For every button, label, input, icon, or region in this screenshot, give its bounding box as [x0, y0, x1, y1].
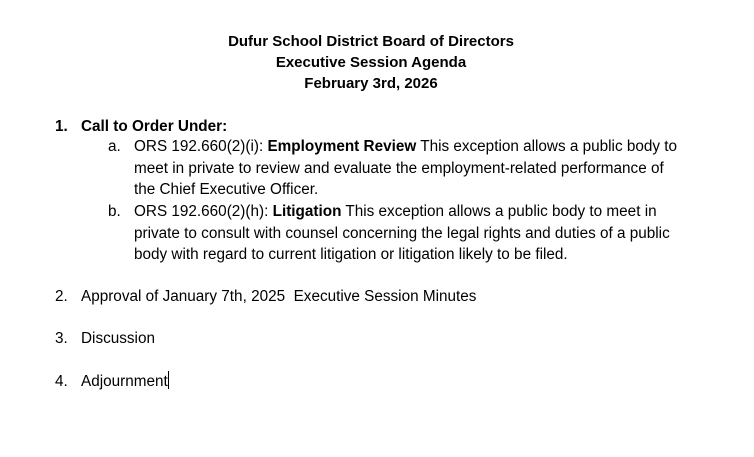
- subitem-title: Employment Review: [267, 138, 417, 155]
- header-date: February 3rd, 2026: [304, 75, 438, 92]
- agenda-item-number: 4.: [55, 373, 68, 390]
- agenda-item-label: Approval of January 7th, 2025 Executive Session Minutes: [81, 288, 477, 305]
- agenda-item-label: Discussion: [81, 330, 155, 347]
- subitem-description-line1: This exception allows a public body to: [416, 138, 678, 155]
- header-agenda-title: Executive Session Agenda: [275, 54, 467, 71]
- subitem-body: [134, 201, 714, 266]
- document-header: [0, 31, 742, 94]
- header-district-title: Dufur School District Board of Directors: [228, 33, 514, 50]
- subitem-letter: b.: [108, 203, 121, 220]
- agenda-item-label: Adjournment: [81, 373, 168, 390]
- agenda-item-number: 2.: [55, 288, 68, 305]
- text-cursor: [168, 371, 170, 389]
- subitem-title: Litigation: [272, 203, 342, 220]
- agenda-item-label-wrapper: [81, 371, 169, 393]
- subitem-description-line2: private to consult with counsel concerning the legal rights and duties of a public: [134, 224, 670, 242]
- subitem-statute: ORS 192.660(2)(i):: [134, 138, 268, 155]
- agenda-item-number: 3.: [55, 330, 68, 347]
- subitem-description-line3: the Chief Executive Officer.: [134, 181, 319, 198]
- subitem-letter: a.: [108, 138, 121, 155]
- subitem-description-line1: This exception allows a public body to meet in: [341, 203, 657, 220]
- subitem-description-line3: body with regard to current litigation or litigation likely to be filed.: [134, 246, 568, 263]
- subitem-description-line2: meet in private to review and evaluate the employment-related performance of: [134, 159, 664, 177]
- agenda-item-number: 1.: [55, 118, 68, 135]
- agenda-item-label: Call to Order Under:: [81, 118, 228, 135]
- subitem-body: [134, 136, 714, 201]
- subitem-statute: ORS 192.660(2)(h):: [134, 203, 273, 220]
